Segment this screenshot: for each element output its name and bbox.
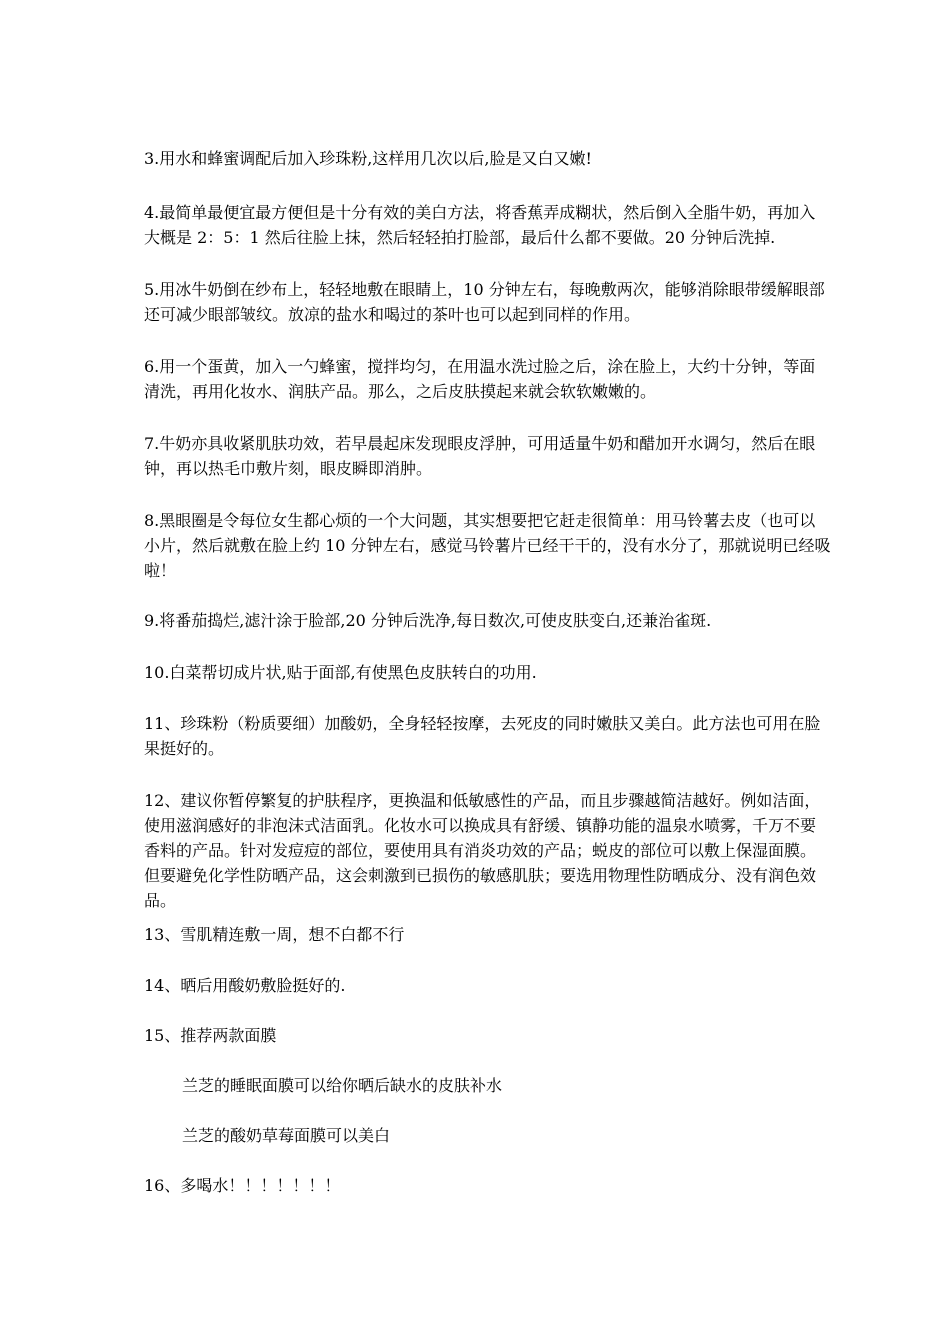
paragraph-line: 品。 xyxy=(144,891,177,910)
paragraph-9 xyxy=(144,608,711,633)
paragraph-line: 8.黑眼圈是令每位女生都心烦的一个大问题，其实想要把它赶走很简单：用马铃薯去皮（也可以 xyxy=(144,511,816,530)
paragraph-line: 3.用水和蜂蜜调配后加入珍珠粉,这样用几次以后,脸是又白又嫩! xyxy=(144,149,592,168)
paragraph-line: 16、多喝水！！！！！！！ xyxy=(144,1176,341,1195)
paragraph-line: 15、推荐两款面膜 xyxy=(144,1026,277,1045)
paragraph-6 xyxy=(144,354,815,404)
paragraph-line: 小片，然后就敷在脸上约 10 分钟左右，感觉马铃薯片已经干干的，没有水分了，那就说明已经吸 xyxy=(144,536,831,555)
paragraph-3 xyxy=(144,146,592,171)
paragraph-13 xyxy=(144,922,404,947)
paragraph-line: 还可减少眼部皱纹。放凉的盐水和喝过的茶叶也可以起到同样的作用。 xyxy=(144,305,641,324)
paragraph-line: 钟，再以热毛巾敷片刻，眼皮瞬即消肿。 xyxy=(144,459,433,478)
paragraph-16 xyxy=(144,1173,340,1198)
paragraph-7 xyxy=(144,431,815,481)
paragraph-line: 14、晒后用酸奶敷脸挺好的. xyxy=(144,976,346,995)
paragraph-line: 果挺好的。 xyxy=(144,739,225,758)
paragraph-line: 4.最简单最便宜最方便但是十分有效的美白方法，将香蕉弄成糊状，然后倒入全脂牛奶，再加入 xyxy=(144,203,816,222)
paragraph-line: 9.将番茄捣烂,滤汁涂于脸部,20 分钟后洗净,每日数次,可使皮肤变白,还兼治雀斑. xyxy=(144,611,712,630)
paragraph-line: 13、雪肌精连敷一周，想不白都不行 xyxy=(144,925,405,944)
paragraph-line: 12、建议你暂停繁复的护肤程序，更换温和低敏感性的产品，而且步骤越简洁越好。例如洁面， xyxy=(144,791,821,810)
paragraph-14 xyxy=(144,973,345,998)
paragraph-12 xyxy=(144,788,820,913)
paragraph-line: 大概是 2：5：1 然后往脸上抹，然后轻轻拍打脸部，最后什么都不要做。20 分钟后洗掉. xyxy=(144,228,776,247)
paragraph-line: 使用滋润感好的非泡沫式洁面乳。化妆水可以换成具有舒缓、镇静功能的温泉水喷雾，千万不要 xyxy=(144,816,817,835)
paragraph-line: 11、珍珠粉（粉质要细）加酸奶，全身轻轻按摩，去死皮的同时嫩肤又美白。此方法也可用在脸 xyxy=(144,714,821,733)
paragraph-5 xyxy=(144,277,825,327)
paragraph-8 xyxy=(144,508,831,583)
paragraph-10 xyxy=(144,660,537,685)
paragraph-line: 香料的产品。针对发痘痘的部位，要使用具有消炎功效的产品；蜕皮的部位可以敷上保湿面膜。 xyxy=(144,841,817,860)
paragraph-line: 啦！ xyxy=(144,561,177,580)
paragraph-line: 7.牛奶亦具收紧肌肤功效，若早晨起床发现眼皮浮肿，可用适量牛奶和醋加开水调匀，然后在眼 xyxy=(144,434,816,453)
paragraph-15-item-1 xyxy=(144,1073,502,1098)
paragraph-15 xyxy=(144,1023,276,1048)
paragraph-line: 清洗，再用化妆水、润肤产品。那么，之后皮肤摸起来就会软软嫩嫩的。 xyxy=(144,382,657,401)
paragraph-11 xyxy=(144,711,820,761)
paragraph-line: 10.白菜帮切成片状,贴于面部,有使黑色皮肤转白的功用. xyxy=(144,663,537,682)
paragraph-4 xyxy=(144,200,815,250)
paragraph-line: 兰芝的睡眠面膜可以给你晒后缺水的皮肤补水 xyxy=(182,1076,503,1095)
paragraph-line: 5.用冰牛奶倒在纱布上，轻轻地敷在眼睛上，10 分钟左右，每晚敷两次，能够消除眼带缓解眼部 xyxy=(144,280,825,299)
paragraph-line: 6.用一个蛋黄，加入一勺蜂蜜，搅拌均匀，在用温水洗过脸之后，涂在脸上，大约十分钟，等面 xyxy=(144,357,816,376)
paragraph-line: 但要避免化学性防晒产品，这会刺激到已损伤的敏感肌肤；要选用物理性防晒成分、没有润色效 xyxy=(144,866,817,885)
paragraph-15-item-2 xyxy=(144,1123,390,1148)
paragraph-line: 兰芝的酸奶草莓面膜可以美白 xyxy=(182,1126,391,1145)
